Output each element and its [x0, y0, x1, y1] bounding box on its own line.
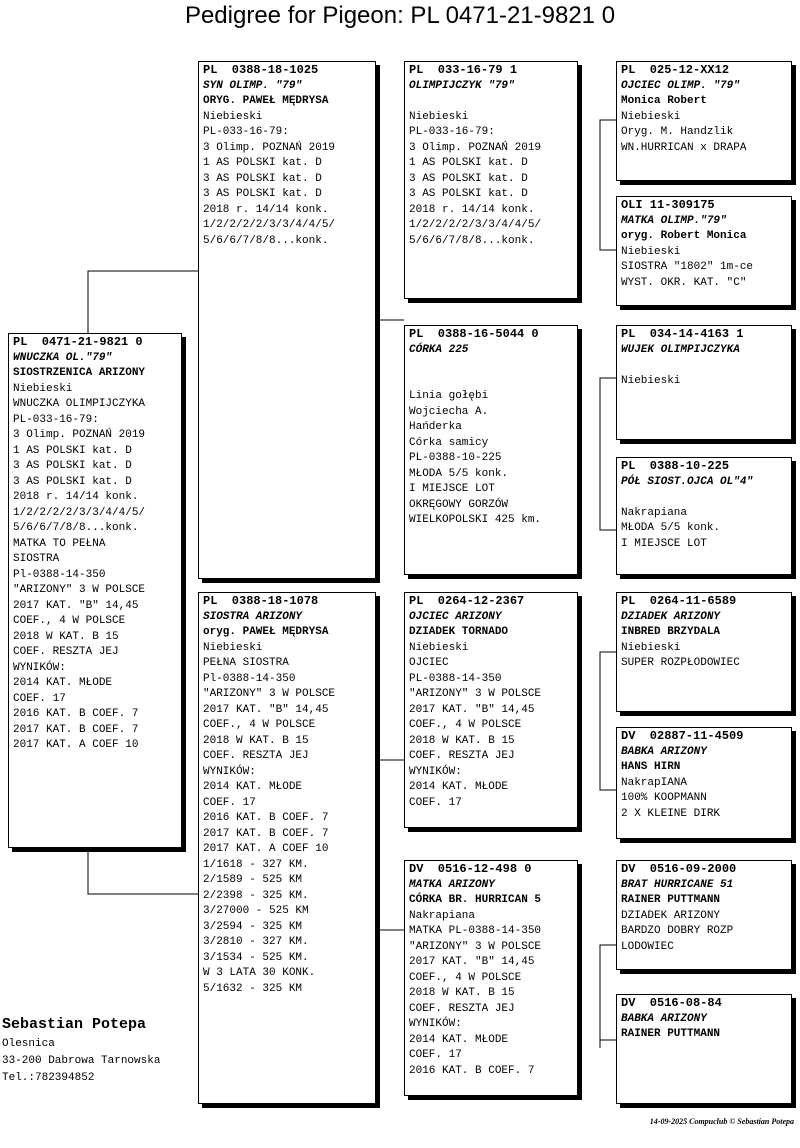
detail-line: MATKA PL-0388-14-350: [409, 925, 542, 937]
pigeon-details: [621, 490, 787, 552]
pigeon-name: MATKA OLIMP."79": [621, 214, 727, 227]
detail-line: PEŁNA SIOSTRA: [203, 657, 289, 669]
detail-line: Niebieski: [621, 110, 681, 123]
detail-line: WYNIKÓW:: [203, 765, 256, 778]
detail-line: 1/2/2/2/2/3/3/4/4/5/: [203, 219, 336, 231]
detail-line: 3/2594 - 325 KM: [203, 920, 303, 933]
pigeon-name: DZIADEK ARIZONY: [621, 610, 721, 623]
pigeon-details: [409, 374, 573, 529]
ring-number: PL 0264-12-2367: [409, 594, 525, 608]
ring-number: OLI 11-309175: [621, 198, 715, 212]
page-title: Pedigree for Pigeon: PL 0471-21-9821 0: [184, 2, 616, 29]
detail-line: WYNIKÓW:: [409, 765, 462, 778]
detail-line: 2018 W KAT. B 15: [409, 987, 515, 999]
pedigree-box-sire-sire-sire[interactable]: [616, 61, 792, 181]
detail-line: 2016 KAT. B COEF. 7: [203, 812, 329, 824]
detail-line: 3 AS POLSKI kat. D: [13, 460, 132, 472]
detail-line: Niebieski: [621, 245, 681, 258]
detail-line: COEF. 17: [13, 692, 66, 705]
detail-line: PL-0388-14-350: [409, 672, 502, 685]
detail-line: 2017 KAT. A COEF 10: [13, 739, 139, 751]
detail-line: 2017 KAT. "B" 14,45: [203, 703, 329, 716]
detail-line: 3/27000 - 525 KM: [203, 905, 309, 917]
pigeon-details: [621, 245, 787, 292]
detail-line: COEF. 17: [409, 1049, 462, 1061]
pigeon-name: MATKA ARIZONY: [409, 878, 495, 891]
pedigree-box-sire-dam-sire[interactable]: [616, 325, 792, 440]
detail-line: 3 Olimp. POZNAŃ 2019: [409, 141, 542, 154]
pigeon-subtitle: ORYG. PAWEŁ MĘDRYSA: [203, 95, 329, 107]
detail-line: 2014 KAT. MŁODE: [203, 781, 303, 793]
detail-line: COEF. 17: [409, 796, 462, 809]
detail-line: WYST. OKR. KAT. "C": [621, 276, 747, 289]
detail-line: 1/1618 - 327 KM.: [203, 858, 309, 871]
detail-line: COEF., 4 W POLSCE: [203, 719, 316, 731]
detail-line: COEF. RESZTA JEJ: [203, 750, 309, 762]
detail-line: SIOSTRA "1802" 1m-ce: [621, 261, 754, 273]
detail-line: 1/2/2/2/2/3/3/4/4/5/: [409, 219, 542, 231]
detail-line: COEF. 17: [203, 796, 256, 809]
detail-line: 2017 KAT. "B" 14,45: [409, 703, 535, 716]
pedigree-box-sire-dam[interactable]: [404, 325, 578, 575]
pigeon-subtitle: RAINER PUTTMANN: [621, 894, 721, 906]
pigeon-subtitle: Monica Robert: [621, 95, 707, 107]
detail-line: Niebieski: [409, 110, 469, 123]
detail-line: [621, 358, 787, 374]
detail-line: 2018 W KAT. B 15: [203, 734, 309, 747]
detail-line: MŁODA 5/5 konk.: [621, 522, 721, 534]
ring-number: PL 0388-10-225: [621, 459, 730, 473]
detail-line: 1 AS POLSKI kat. D: [13, 444, 132, 457]
detail-line: 5/6/6/7/8/8...konk.: [409, 234, 535, 247]
pigeon-details: [621, 776, 787, 823]
detail-line: 2018 W KAT. B 15: [409, 734, 515, 747]
detail-line: 3 AS POLSKI kat. D: [203, 172, 322, 185]
pigeon-name: PÓŁ SIOST.OJCA OL"4": [621, 475, 754, 488]
detail-line: [409, 374, 573, 390]
detail-line: BARDZO DOBRY ROZP: [621, 925, 734, 937]
detail-line: WNUCZKA OLIMPIJCZYKA: [13, 398, 146, 410]
pigeon-name: CÓRKA 225: [409, 343, 469, 356]
ring-number: PL 0388-16-5044 0: [409, 327, 539, 341]
pedigree-box-dam-sire[interactable]: [404, 592, 578, 828]
ring-number: PL 0264-11-6589: [621, 594, 737, 608]
detail-line: COEF. RESZTA JEJ: [409, 750, 515, 762]
detail-line: PL-033-16-79:: [203, 126, 289, 138]
detail-line: Nakrapiana: [409, 909, 476, 922]
detail-line: 100% KOOPMANN: [621, 792, 707, 804]
pigeon-details: [203, 641, 371, 998]
detail-line: I MIEJSCE LOT: [409, 483, 495, 495]
pigeon-name: BABKA ARIZONY: [621, 745, 707, 758]
detail-line: WYNIKÓW:: [13, 661, 66, 674]
detail-line: COEF. RESZTA JEJ: [13, 646, 119, 658]
detail-line: OKRĘGOWY GORZÓW: [409, 498, 509, 511]
detail-line: Niebieski: [13, 382, 73, 395]
detail-line: PL-0388-10-225: [409, 452, 502, 464]
detail-line: Pl-0388-14-350: [13, 568, 106, 581]
detail-line: 2014 KAT. MŁODE: [409, 781, 509, 793]
pigeon-details: [621, 909, 787, 956]
pigeon-name: OJCIEC OLIMP. "79": [621, 79, 740, 92]
detail-line: Niebieski: [203, 110, 263, 123]
detail-line: Niebieski: [621, 641, 681, 654]
detail-line: SIOSTRA: [13, 553, 60, 565]
detail-line: 2014 KAT. MŁODE: [409, 1033, 509, 1046]
detail-line: 2016 KAT. B COEF. 7: [409, 1064, 535, 1077]
pedigree-box-sire-sire[interactable]: [404, 61, 578, 299]
pigeon-name: BRAT HURRICANE 51: [621, 878, 734, 891]
pigeon-details: [409, 641, 573, 812]
pigeon-subtitle: DZIADEK TORNADO: [409, 626, 509, 638]
ring-number: DV 0516-09-2000: [621, 862, 737, 876]
detail-line: 1/2/2/2/2/3/3/4/4/5/: [13, 506, 146, 519]
detail-line: Niebieski: [203, 641, 263, 654]
pigeon-details: [203, 110, 371, 250]
detail-line: W 3 LATA 30 KONK.: [203, 967, 316, 979]
pigeon-name: WUJEK OLIMPIJCZYKA: [621, 343, 740, 356]
detail-line: MŁODA 5/5 konk.: [409, 467, 509, 480]
footer-credit: 14-09-2025 Compuclub © Sebastian Potepa: [649, 1117, 794, 1126]
ring-number: PL 0471-21-9821 0: [13, 335, 143, 349]
detail-line: WIELKOPOLSKI 425 km.: [409, 514, 542, 526]
breeder-info: [2, 1014, 160, 1087]
detail-line: LODOWIEC: [621, 940, 674, 953]
detail-line: PL-033-16-79:: [409, 126, 495, 138]
ring-number: DV 0516-12-498 0: [409, 862, 532, 876]
detail-line: PL-033-16-79:: [13, 413, 99, 426]
detail-line: 2 X KLEINE DIRK: [621, 807, 721, 820]
pigeon-subtitle: CÓRKA BR. HURRICAN 5: [409, 894, 542, 906]
detail-line: COEF., 4 W POLSCE: [409, 971, 522, 984]
breeder-phone: Tel.:782394852: [2, 1072, 95, 1084]
detail-line: 2018 r. 14/14 konk.: [203, 203, 329, 216]
pigeon-subtitle: oryg. Robert Monica: [621, 230, 747, 242]
pedigree-box-dam[interactable]: [198, 592, 376, 1104]
detail-line: 2/1589 - 525 KM: [203, 874, 303, 886]
ring-number: PL 0388-18-1078: [203, 594, 319, 608]
pigeon-name: OLIMPIJCZYK "79": [409, 79, 515, 92]
pedigree-box-sire-dam-dam[interactable]: [616, 457, 792, 575]
pedigree-box-dam-sire-dam[interactable]: [616, 727, 792, 839]
detail-line: Oryg. M. Handzlik: [621, 126, 734, 138]
pigeon-details: [409, 110, 573, 250]
detail-line: 5/1632 - 325 KM: [203, 982, 303, 995]
breeder-address: 33-200 Dabrowa Tarnowska: [2, 1055, 161, 1067]
detail-line: 2/2398 - 325 KM.: [203, 889, 309, 902]
detail-line: Wojciecha A.: [409, 405, 489, 418]
pigeon-subtitle: [409, 94, 573, 110]
pigeon-details: [621, 358, 787, 389]
ring-number: PL 033-16-79 1: [409, 63, 518, 77]
ring-number: DV 0516-08-84: [621, 996, 722, 1010]
detail-line: 5/6/6/7/8/8...konk.: [203, 234, 329, 247]
pigeon-details: [13, 382, 177, 754]
detail-line: 2018 W KAT. B 15: [13, 630, 119, 643]
detail-line: 2016 KAT. B COEF. 7: [13, 708, 139, 720]
detail-line: Pl-0388-14-350: [203, 672, 296, 685]
pigeon-name: SIOSTRA ARIZONY: [203, 610, 303, 623]
detail-line: "ARIZONY" 3 W POLSCE: [409, 688, 542, 700]
detail-line: "ARIZONY" 3 W POLSCE: [409, 940, 542, 953]
detail-line: OJCIEC: [409, 657, 449, 669]
detail-line: 3 Olimp. POZNAŃ 2019: [203, 141, 336, 154]
pedigree-box-dam-dam-sire[interactable]: [616, 860, 792, 970]
detail-line: 2014 KAT. MŁODE: [13, 677, 113, 689]
pigeon-subtitle: oryg. PAWEŁ MĘDRYSA: [203, 626, 329, 638]
pigeon-subtitle: INBRED BRZYDALA: [621, 626, 721, 638]
detail-line: 5/6/6/7/8/8...konk.: [13, 522, 139, 534]
detail-line: DZIADEK ARIZONY: [621, 909, 721, 922]
detail-line: "ARIZONY" 3 W POLSCE: [13, 584, 146, 596]
detail-line: COEF., 4 W POLSCE: [13, 615, 126, 627]
detail-line: 3 Olimp. POZNAŃ 2019: [13, 429, 146, 441]
detail-line: 2017 KAT. "B" 14,45: [409, 956, 535, 968]
detail-line: Nakrapiana: [621, 506, 688, 519]
detail-line: COEF. RESZTA JEJ: [409, 1002, 515, 1015]
pigeon-name: OJCIEC ARIZONY: [409, 610, 502, 623]
pedigree-box-sire-sire-dam[interactable]: [616, 196, 792, 306]
detail-line: 3 AS POLSKI kat. D: [203, 188, 322, 200]
pigeon-name: WNUCZKA OL."79": [13, 351, 113, 364]
ring-number: PL 0388-18-1025: [203, 63, 319, 77]
breeder-name: Sebastian Potepa: [2, 1016, 147, 1033]
detail-line: "ARIZONY" 3 W POLSCE: [203, 688, 336, 700]
detail-line: I MIEJSCE LOT: [621, 537, 707, 550]
detail-line: 2017 KAT. A COEF 10: [203, 843, 329, 855]
detail-line: Niebieski: [621, 374, 681, 387]
pigeon-details: [621, 110, 787, 157]
pedigree-box-subject[interactable]: [8, 333, 182, 848]
detail-line: 2017 KAT. "B" 14,45: [13, 599, 139, 612]
ring-number: PL 034-14-4163 1: [621, 327, 744, 341]
breeder-city: Olesnica: [2, 1038, 55, 1050]
pigeon-subtitle: RAINER PUTTMANN: [621, 1028, 721, 1040]
pigeon-subtitle: HANS HIRN: [621, 761, 681, 773]
pedigree-box-dam-dam[interactable]: [404, 860, 578, 1096]
pigeon-subtitle: [409, 358, 573, 374]
pedigree-box-dam-sire-sire[interactable]: [616, 592, 792, 712]
pigeon-details: [409, 909, 573, 1080]
detail-line: [621, 490, 787, 506]
detail-line: 3/2810 - 327 KM.: [203, 936, 309, 948]
pigeon-name: SYN OLIMP. "79": [203, 79, 303, 92]
detail-line: WN.HURRICAN x DRAPA: [621, 141, 747, 154]
pedigree-box-dam-dam-dam[interactable]: [616, 994, 792, 1104]
detail-line: 2017 KAT. B COEF. 7: [13, 723, 139, 736]
detail-line: WYNIKÓW:: [409, 1018, 462, 1030]
pigeon-name: BABKA ARIZONY: [621, 1012, 707, 1025]
detail-line: 2017 KAT. B COEF. 7: [203, 827, 329, 840]
detail-line: Linia gołębi: [409, 390, 489, 402]
detail-line: 2018 r. 14/14 konk.: [13, 491, 139, 503]
detail-line: 3/1534 - 525 KM.: [203, 951, 309, 964]
detail-line: SUPER ROZPŁODOWIEC: [621, 657, 740, 669]
pigeon-details: [621, 641, 787, 672]
detail-line: MATKA TO PEŁNA: [13, 537, 106, 550]
detail-line: NakrapIANA: [621, 776, 688, 789]
detail-line: Córka samicy: [409, 436, 489, 449]
detail-line: Hańderka: [409, 421, 462, 433]
pedigree-box-sire[interactable]: [198, 61, 376, 579]
detail-line: 2018 r. 14/14 konk.: [409, 203, 535, 216]
ring-number: PL 025-12-XX12: [621, 63, 730, 77]
detail-line: Niebieski: [409, 641, 469, 654]
detail-line: 3 AS POLSKI kat. D: [409, 172, 528, 185]
detail-line: 1 AS POLSKI kat. D: [409, 157, 528, 169]
detail-line: 3 AS POLSKI kat. D: [409, 188, 528, 200]
detail-line: COEF., 4 W POLSCE: [409, 719, 522, 731]
pigeon-subtitle: SIOSTRZENICA ARIZONY: [13, 367, 146, 379]
ring-number: DV 02887-11-4509: [621, 729, 744, 743]
detail-line: 3 AS POLSKI kat. D: [13, 475, 132, 488]
detail-line: 1 AS POLSKI kat. D: [203, 157, 322, 169]
